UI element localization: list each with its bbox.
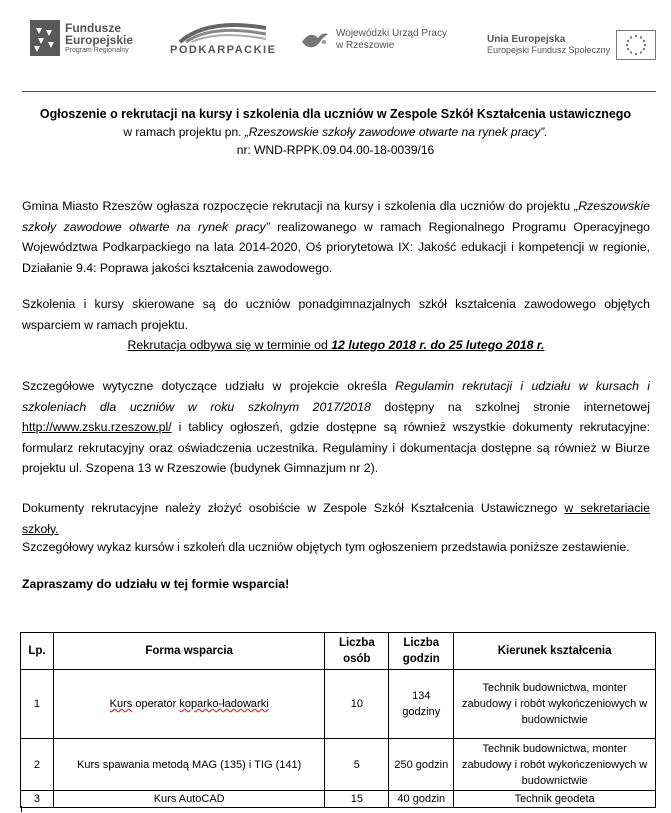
table-row — [21, 670, 656, 739]
cell-osob: 10 — [325, 670, 389, 739]
para3-text-c: dostępny na szkolnej stronie internetowej — [370, 399, 650, 414]
heading-project-prefix: w ramach projektu pn. — [123, 125, 245, 139]
cell-godzin: 250 godzin — [389, 739, 454, 791]
fe-line1: Fundusze — [65, 20, 121, 35]
cell-forma: Kurs AutoCAD — [53, 791, 324, 808]
wup-bird-icon — [300, 28, 330, 52]
podkarpackie-logo — [170, 22, 276, 56]
courses-table — [20, 632, 656, 808]
forma-koparko: koparko-ładowarki — [179, 698, 269, 710]
header-forma: Forma wsparcia — [53, 633, 324, 670]
fundusze-europejskie-mark-icon — [30, 20, 60, 56]
paragraph-documents — [22, 498, 650, 539]
header-osob: Liczba osób — [325, 633, 389, 670]
fe-line3: Program Regionalny — [65, 46, 129, 54]
logo-bar — [0, 0, 671, 80]
cell-osob: 15 — [325, 791, 389, 808]
cell-kierunek: Technik budownictwa, monter zabudowy i robót wykończeniowych w budownictwie — [454, 670, 656, 739]
podkarpackie-wave-icon — [178, 22, 268, 44]
table-row — [21, 791, 656, 808]
header-divider — [22, 91, 656, 92]
para1-text-a: Gmina Miasto Rzeszów ogłasza rozpoczęcie rekrutacji na kursy i szkolenia dla uczniów do projektu — [22, 199, 575, 213]
paragraph-guidelines — [22, 376, 650, 479]
recruitment-period: 12 lutego 2018 r. do 25 lutego 2018 r. — [331, 338, 545, 352]
forma-operator: operator — [132, 698, 180, 710]
para1-project-name: „Rzeszowskie szkoły zawodowe otwarte na rynek pracy” — [22, 199, 650, 234]
heading-project-name: „Rzeszowskie szkoły zawodowe otwarte na rynek pracy”. — [244, 125, 548, 139]
para3-text-d: i tablicy ogłoszeń, gdzie dostępne są również wszystkie dokumenty rekrutacyjne: formularz rekrutacyjny oraz oświadczenia uczestnika. Regulaminy i dokumentacja dostępne są również w Biurze projektu ul. Szopena 13 w Rzeszowie (budynek Gimnazjum nr 2). — [22, 420, 650, 475]
secretariat-text: w sekretariacie szkoły. — [22, 501, 650, 536]
ue-line1: Unia Europejska — [487, 34, 566, 45]
cell-forma: Kurs spawania metodą MAG (135) i TIG (141) — [53, 739, 324, 791]
wup-line1: Wojewódzki Urząd Pracy — [336, 28, 447, 39]
wup-line2: w Rzeszowie — [336, 40, 395, 51]
recruitment-dates — [22, 335, 650, 356]
heading-project — [0, 123, 671, 141]
cell-kierunek: Technik budownictwa, monter zabudowy i robót wykończeniowych w budownictwie — [454, 739, 656, 791]
cell-lp: 2 — [21, 739, 54, 791]
podkarpackie-text: PODKARPACKIE — [170, 44, 277, 56]
para1-text-c: realizowanego w ramach Regionalnego Programu Operacyjnego Województwa Podkarpackiego na lata 2014-2020, Oś priorytetowa IX: Jakość edukacji i kompetencji w regionie, Działanie 9.4: Poprawa jakości kształcenia zawodowego. — [22, 219, 650, 275]
eu-flag-icon — [616, 30, 656, 60]
fe-line2: Europejskie — [65, 32, 134, 47]
ue-line2: Europejski Fundusz Społeczny — [487, 45, 611, 55]
cell-lp: 3 — [21, 791, 54, 808]
regulamin-title: Regulamin rekrutacji i udziału w kursach i szkoleniach dla uczniów w roku szkolnym 2017/2018 — [22, 379, 650, 414]
table-header-row — [21, 633, 656, 670]
invitation-text: Zapraszamy do udziału w tej formie wsparcia! — [22, 577, 290, 591]
cell-godzin: 40 godzin — [389, 791, 454, 808]
cell-forma — [53, 670, 324, 739]
wup-logo — [300, 28, 447, 52]
table-row — [21, 739, 656, 791]
header-godzin: Liczba godzin — [389, 633, 454, 670]
document-heading — [0, 105, 671, 159]
cell-osob: 5 — [325, 739, 389, 791]
recruitment-text: Rekrutacja odbywa się w terminie od — [127, 338, 332, 352]
paragraph-target: Szkolenia i kursy skierowane są do uczniów ponadgimnazjalnych szkół kształcenia zawodowego objętych wsparciem w ramach projektu. — [22, 297, 650, 332]
fundusze-europejskie-logo — [30, 20, 133, 56]
forma-kurs: Kurs — [109, 698, 133, 710]
para4-text-a: Dokumenty rekrutacyjne należy złożyć osobiście w Zespole Szkół Kształcenia Ustawicznego — [22, 501, 565, 515]
cell-lp: 1 — [21, 670, 54, 739]
cell-godzin: 134 godziny — [389, 670, 454, 739]
page-edge-mark — [21, 806, 22, 812]
header-lp: Lp. — [21, 633, 54, 670]
heading-number: nr: WND-RPPK.09.04.00-18-0039/16 — [236, 143, 435, 157]
para3-text-a: Szczegółowe wytyczne dotyczące udziału w projekcie określa — [22, 379, 396, 393]
header-kierunek: Kierunek kształcenia — [454, 633, 656, 670]
heading-title: Ogłoszenie o rekrutacji na kursy i szkolenia dla uczniów w Zespole Szkół Kształcenia ustawicznego — [39, 107, 632, 121]
school-website-link[interactable]: http://www.zsku.rzeszow.pl/ — [22, 420, 172, 434]
paragraph-intro — [22, 196, 650, 278]
cell-kierunek: Technik geodeta — [454, 791, 656, 808]
paragraph-list-intro: Szczegółowy wykaz kursów i szkoleń dla uczniów objętych tym ogłoszeniem przedstawia poniższe zestawienie. — [22, 540, 630, 554]
unia-europejska-logo — [487, 30, 656, 60]
